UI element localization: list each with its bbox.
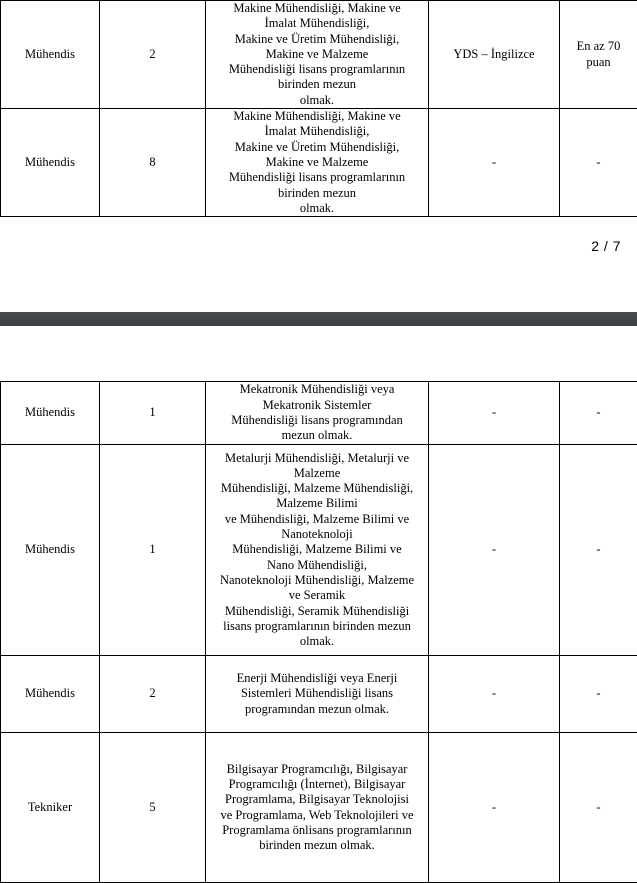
- score-requirement: En az 70 puan: [560, 1, 637, 109]
- position-table-bottom: [0, 381, 637, 883]
- table-row: [1, 445, 637, 656]
- page-number: 2 / 7: [591, 238, 621, 254]
- qualification-text: Enerji Mühendisliği veya Enerji Sistemleri Mühendisliği lisans programından mezun olmak.: [206, 656, 429, 733]
- exam-requirement: -: [429, 382, 560, 445]
- position-count: 1: [100, 382, 206, 445]
- position-title: Tekniker: [1, 733, 100, 883]
- position-count: 5: [100, 733, 206, 883]
- exam-requirement: -: [429, 656, 560, 733]
- qualification-text: Mekatronik Mühendisliği veya Mekatronik Sistemler Mühendisliği lisans programından mezun olmak.: [206, 382, 429, 445]
- table-row: [1, 1, 637, 109]
- position-count: 2: [100, 1, 206, 109]
- table-row: [1, 109, 637, 217]
- qualification-text: Makine Mühendisliği, Makine ve İmalat Mühendisliği, Makine ve Üretim Mühendisliği, Makine ve Malzeme Mühendisliği lisans programlarının birinden mezun olmak.: [206, 109, 429, 217]
- qualification-text: Bilgisayar Programcılığı, Bilgisayar Programcılığı (İnternet), Bilgisayar Programlama, Bilgisayar Teknolojisi ve Programlama, Web Teknolojileri ve Programlama önlisans programlarının birinden mezun olmak.: [206, 733, 429, 883]
- qualification-text: Makine Mühendisliği, Makine ve İmalat Mühendisliği, Makine ve Üretim Mühendisliği, Makine ve Malzeme Mühendisliği lisans programlarının birinden mezun olmak.: [206, 1, 429, 109]
- qualification-text: Metalurji Mühendisliği, Metalurji ve Malzeme Mühendisliği, Malzeme Mühendisliği, Malzeme Bilimi ve Mühendisliği, Malzeme Bilimi ve Nanoteknoloji Mühendisliği, Malzeme Bilimi ve Nano Mühendisliği, Nanoteknoloji Mühendisliği, Malzeme ve Seramik Mühendisliği, Seramik Mühendisliği lisans programlarının birinden mezun olmak.: [206, 445, 429, 656]
- score-requirement: -: [560, 382, 637, 445]
- page-separator: [0, 312, 637, 326]
- position-count: 1: [100, 445, 206, 656]
- position-title: Mühendis: [1, 445, 100, 656]
- position-title: Mühendis: [1, 656, 100, 733]
- table-row: [1, 656, 637, 733]
- position-table-top: [0, 0, 637, 217]
- score-requirement: -: [560, 445, 637, 656]
- exam-requirement: -: [429, 109, 560, 217]
- score-requirement: -: [560, 733, 637, 883]
- exam-requirement: YDS – İngilizce: [429, 1, 560, 109]
- position-title: Mühendis: [1, 109, 100, 217]
- table-row: [1, 382, 637, 445]
- position-count: 2: [100, 656, 206, 733]
- position-title: Mühendis: [1, 382, 100, 445]
- position-count: 8: [100, 109, 206, 217]
- exam-requirement: -: [429, 733, 560, 883]
- exam-requirement: -: [429, 445, 560, 656]
- table-row: [1, 733, 637, 883]
- score-requirement: -: [560, 109, 637, 217]
- position-title: Mühendis: [1, 1, 100, 109]
- score-requirement: -: [560, 656, 637, 733]
